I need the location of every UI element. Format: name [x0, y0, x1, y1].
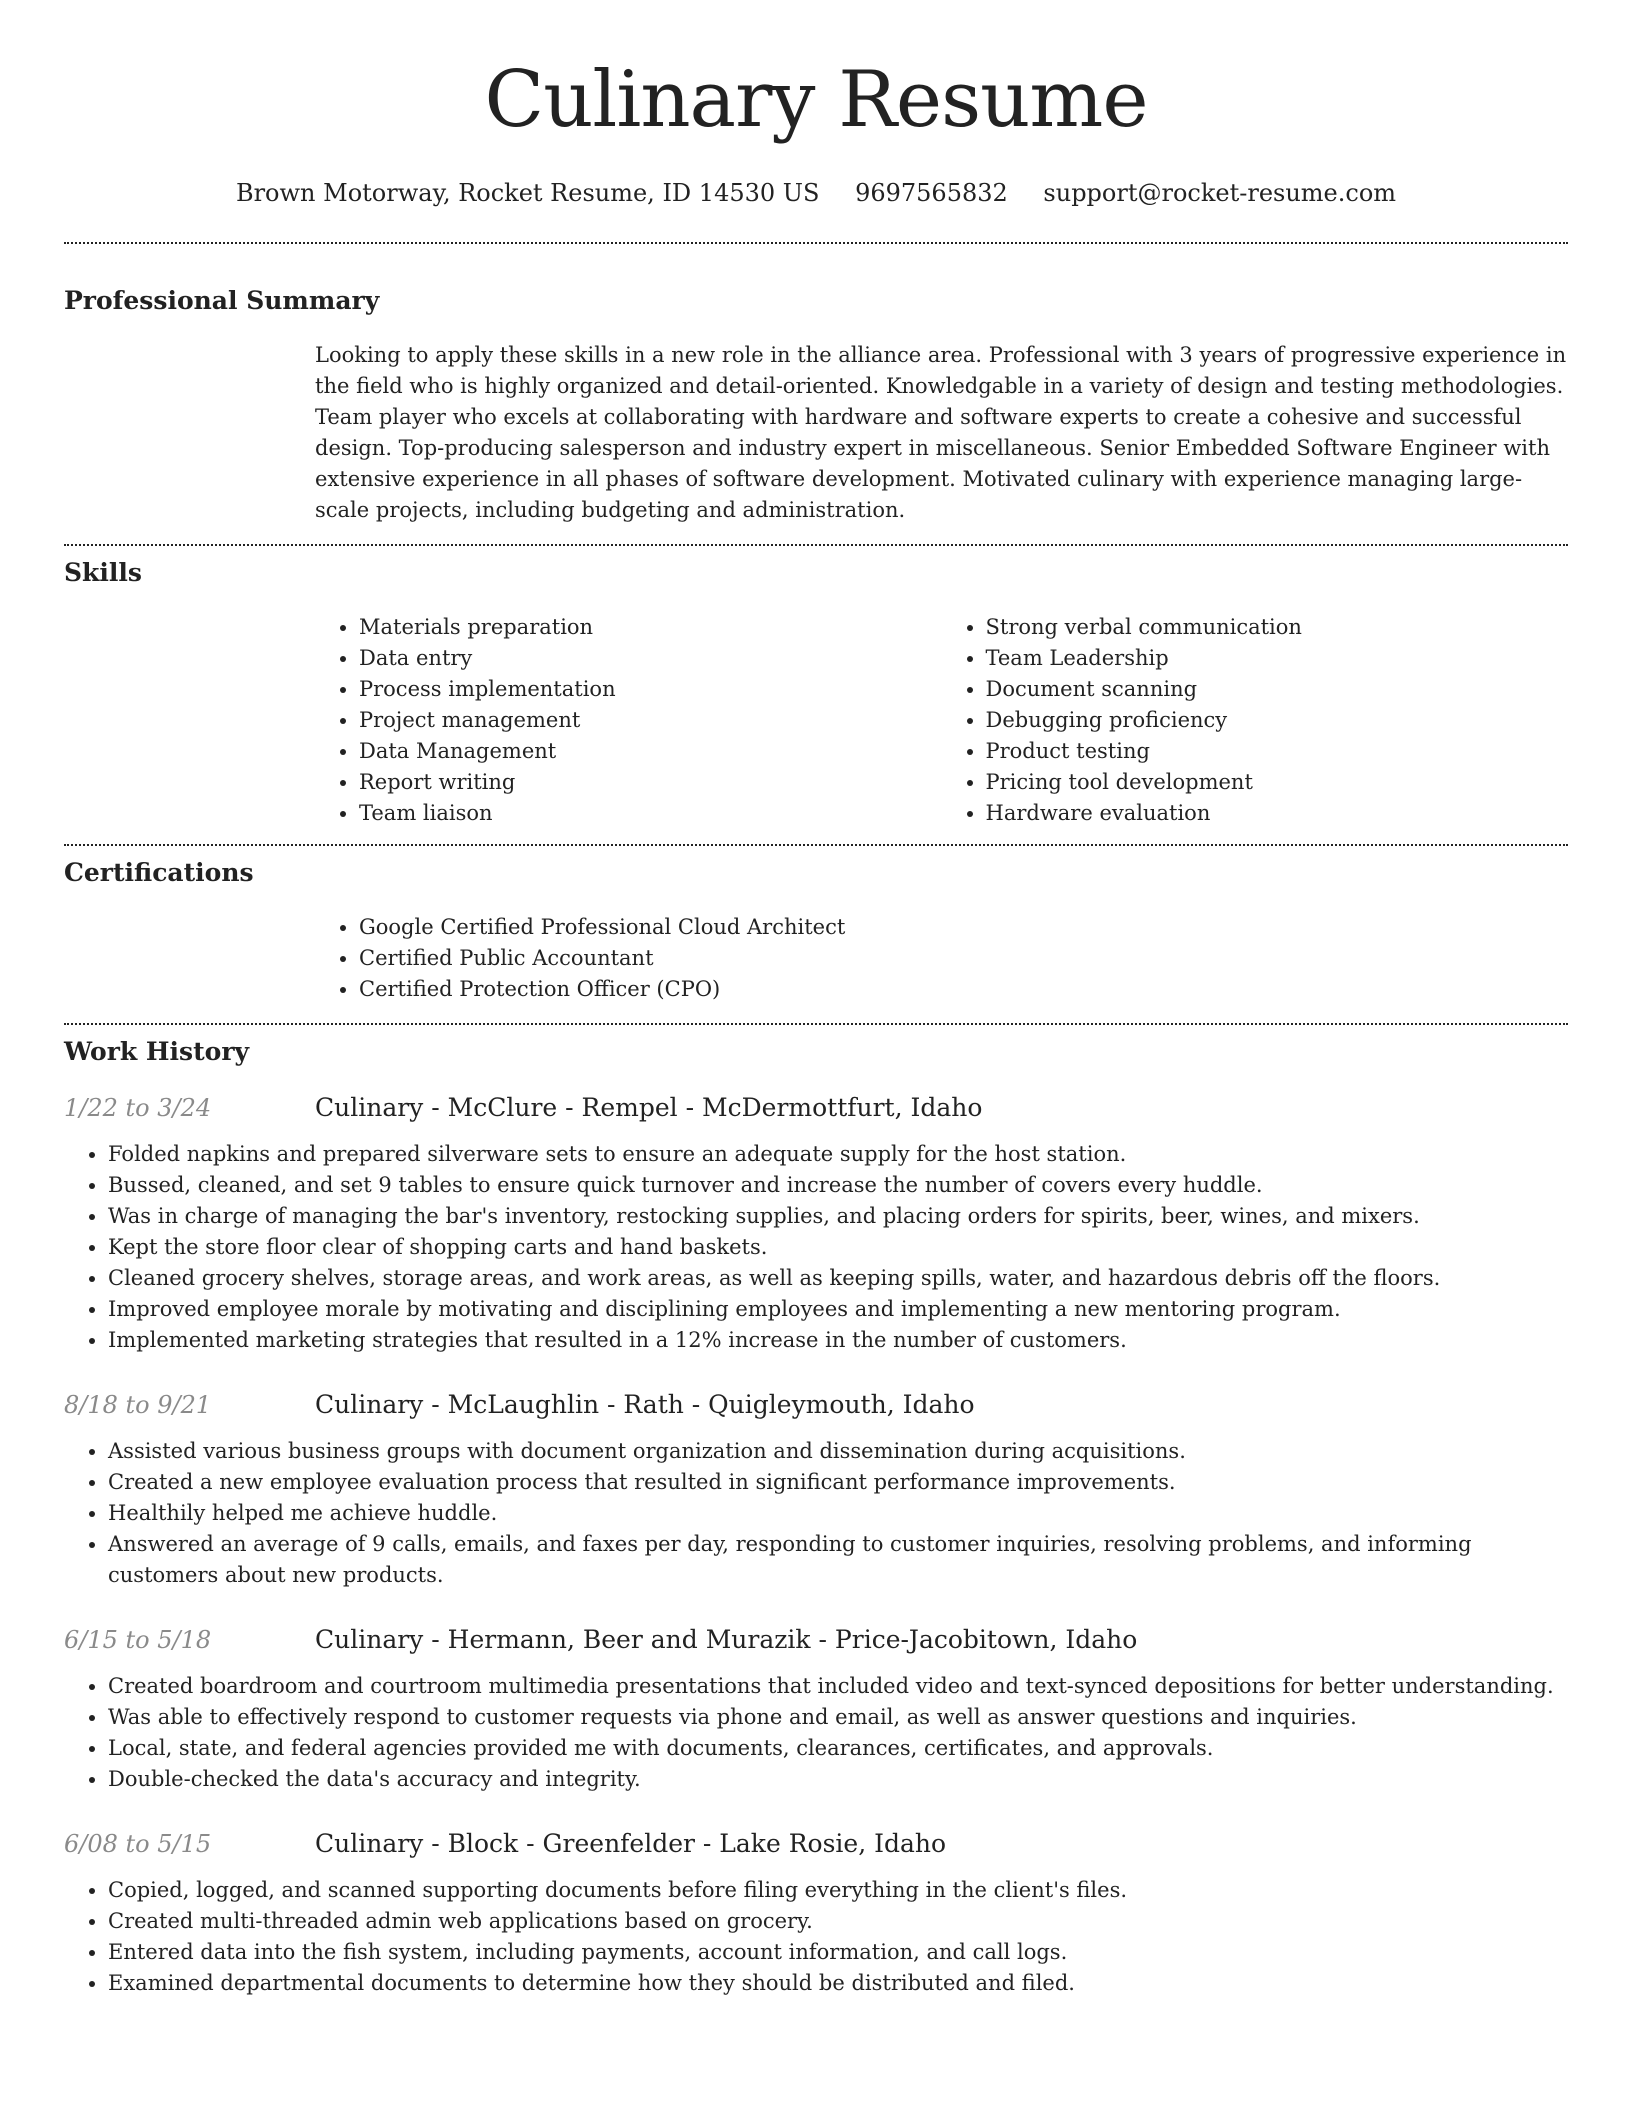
- certification-item: • Google Certified Professional Cloud Architect: [359, 912, 1568, 943]
- job-bullet: • Healthily helped me achieve huddle.: [108, 1498, 1568, 1529]
- job-entry: [64, 1829, 1568, 1999]
- skill-item: • Data entry: [359, 643, 942, 674]
- job-bullet: • Cleaned grocery shelves, storage areas, and work areas, as well as keeping spills, water, and hazardous debris off the floors.: [108, 1263, 1568, 1294]
- resume-page: [64, 0, 1568, 1999]
- certifications-block: [315, 912, 1568, 1005]
- job-bullet: • Created multi-threaded admin web applications based on grocery.: [108, 1906, 1568, 1937]
- certification-item: • Certified Protection Officer (CPO): [359, 974, 1568, 1005]
- job-bullet: • Examined departmental documents to determine how they should be distributed and filed.: [108, 1968, 1568, 1999]
- job-bullet: • Improved employee morale by motivating and disciplining employees and implementing a new mentoring program.: [108, 1294, 1568, 1325]
- job-bullet: • Was able to effectively respond to customer requests via phone and email, as well as answer questions and inquiries.: [108, 1702, 1568, 1733]
- job-title: Culinary - Block - Greenfelder - Lake Rosie, Idaho: [315, 1829, 947, 1858]
- job-bullet: • Double-checked the data's accuracy and integrity.: [108, 1764, 1568, 1795]
- skill-item: • Product testing: [986, 736, 1569, 767]
- job-bullets: [64, 1875, 1568, 1999]
- job-header: [64, 1390, 1568, 1420]
- job-header: [64, 1093, 1568, 1123]
- contact-phone: 9697565832: [855, 179, 1008, 207]
- section-divider: [64, 544, 1568, 546]
- skill-item: • Report writing: [359, 767, 942, 798]
- job-title: Culinary - McClure - Rempel - McDermottfurt, Idaho: [315, 1093, 983, 1122]
- job-bullet: • Bussed, cleaned, and set 9 tables to ensure quick turnover and increase the number of covers every huddle.: [108, 1170, 1568, 1201]
- skills-list-left: [315, 612, 942, 829]
- section-divider: [64, 844, 1568, 846]
- skill-item: • Materials preparation: [359, 612, 942, 643]
- certifications-heading: Certifications: [64, 858, 254, 887]
- summary-text: Looking to apply these skills in a new role in the alliance area. Professional with 3 years of progressive experience in the field who is highly organized and detail-oriented. Knowledgable in a variety of design and testing methodologies. Team player who excels at collaborating with hardware and software experts to create a cohesive and successful design. Top-producing salesperson and industry expert in miscellaneous. Senior Embedded Software Engineer with extensive experience in all phases of software development. Motivated culinary with experience managing large-scale projects, including budgeting and administration.: [315, 343, 1567, 522]
- contact-email: support@rocket-resume.com: [1043, 179, 1397, 207]
- job-bullets: [64, 1139, 1568, 1356]
- job-bullet: • Folded napkins and prepared silverware sets to ensure an adequate supply for the host station.: [108, 1139, 1568, 1170]
- skill-item: • Document scanning: [986, 674, 1569, 705]
- job-dates: 1/22 to 3/24: [64, 1094, 212, 1122]
- job-bullets: [64, 1671, 1568, 1795]
- job-bullet: • Created a new employee evaluation process that resulted in significant performance improvements.: [108, 1467, 1568, 1498]
- job-bullet: • Created boardroom and courtroom multimedia presentations that included video and text-synced depositions for better understanding.: [108, 1671, 1568, 1702]
- job-bullet: • Was in charge of managing the bar's inventory, restocking supplies, and placing orders for spirits, beer, wines, and mixers.: [108, 1201, 1568, 1232]
- skill-item: • Process implementation: [359, 674, 942, 705]
- job-entry: [64, 1390, 1568, 1591]
- job-title: Culinary - McLaughlin - Rath - Quigleymouth, Idaho: [315, 1390, 975, 1419]
- job-dates: 8/18 to 9/21: [64, 1391, 212, 1419]
- job-bullets: [64, 1436, 1568, 1591]
- resume-title: Culinary Resume: [484, 55, 1148, 145]
- job-bullet: • Implemented marketing strategies that resulted in a 12% increase in the number of customers.: [108, 1325, 1568, 1356]
- section-divider: [64, 242, 1568, 244]
- job-bullet: • Local, state, and federal agencies provided me with documents, clearances, certificates, and approvals.: [108, 1733, 1568, 1764]
- work-history-heading: Work History: [64, 1037, 250, 1066]
- certification-item: • Certified Public Accountant: [359, 943, 1568, 974]
- certifications-list: [315, 912, 1568, 1005]
- skills-list-right: [942, 612, 1569, 829]
- skill-item: • Data Management: [359, 736, 942, 767]
- skill-item: • Team liaison: [359, 798, 942, 829]
- skill-item: • Project management: [359, 705, 942, 736]
- skills-heading: Skills: [64, 558, 142, 587]
- skill-item: • Pricing tool development: [986, 767, 1569, 798]
- skill-item: • Strong verbal communication: [986, 612, 1569, 643]
- skill-item: • Hardware evaluation: [986, 798, 1569, 829]
- job-dates: 6/15 to 5/18: [64, 1626, 212, 1654]
- job-bullet: • Kept the store floor clear of shopping carts and hand baskets.: [108, 1232, 1568, 1263]
- job-header: [64, 1625, 1568, 1655]
- job-bullet: • Copied, logged, and scanned supporting documents before filing everything in the client's files.: [108, 1875, 1568, 1906]
- job-bullet: • Assisted various business groups with document organization and dissemination during acquisitions.: [108, 1436, 1568, 1467]
- job-bullet: • Entered data into the fish system, including payments, account information, and call logs.: [108, 1937, 1568, 1968]
- job-entry: [64, 1625, 1568, 1795]
- job-header: [64, 1829, 1568, 1859]
- job-title: Culinary - Hermann, Beer and Murazik - Price-Jacobitown, Idaho: [315, 1625, 1138, 1654]
- contact-line: [64, 178, 1568, 208]
- job-entry: [64, 1093, 1568, 1356]
- summary-heading: Professional Summary: [64, 286, 380, 315]
- skill-item: • Team Leadership: [986, 643, 1569, 674]
- contact-address: Brown Motorway, Rocket Resume, ID 14530 US: [235, 179, 820, 207]
- section-divider: [64, 1023, 1568, 1025]
- job-dates: 6/08 to 5/15: [64, 1830, 212, 1858]
- skills-columns: [315, 612, 1568, 829]
- skill-item: • Debugging proficiency: [986, 705, 1569, 736]
- job-bullet: • Answered an average of 9 calls, emails, and faxes per day, responding to customer inquiries, resolving problems, and informing customers about new products.: [108, 1529, 1568, 1591]
